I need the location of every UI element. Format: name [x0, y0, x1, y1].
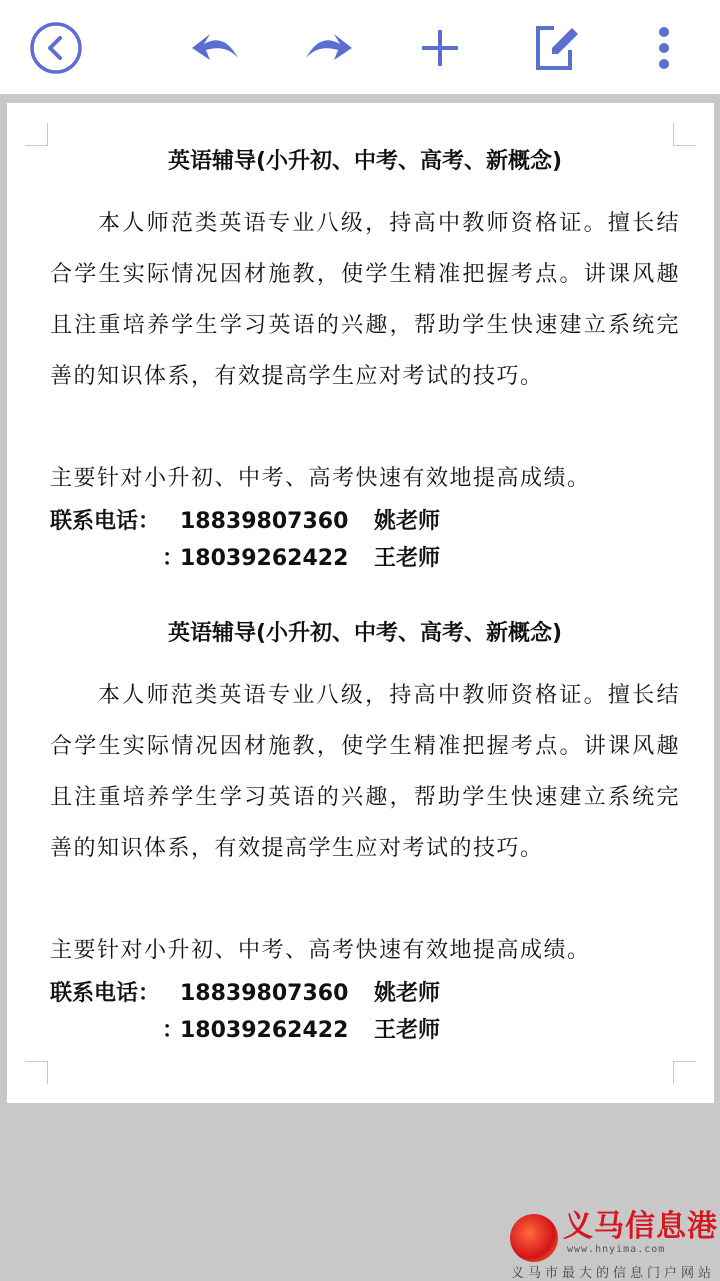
ad-focus: 主要针对小升初、中考、高考快速有效地提高成绩。 [50, 466, 591, 491]
ad-body: 本人师范类英语专业八级，持高中教师资格证。擅长结合学生实际情况因材施教，使学生精准把握考点。讲课风趣且注重培养学生学习英语的兴趣，帮助学生快速建立系统完善的知识体系，有效提高学生应对考试的技巧。 [50, 211, 680, 389]
add-icon[interactable] [414, 22, 466, 74]
contact-separator: ： [162, 1018, 185, 1043]
contact-info [50, 504, 680, 584]
top-toolbar [0, 0, 720, 94]
ad-body: 本人师范类英语专业八级，持高中教师资格证。擅长结合学生实际情况因材施教，使学生精准把握考点。讲课风趣且注重培养学生学习英语的兴趣，帮助学生快速建立系统完善的知识体系，有效提高学生应对考试的技巧。 [50, 683, 680, 861]
contact-label: 联系电话： [50, 981, 161, 1006]
ad-focus: 主要针对小升初、中考、高考快速有效地提高成绩。 [50, 938, 591, 963]
redo-icon[interactable] [302, 22, 354, 74]
contact-name: 姚老师 [374, 509, 441, 534]
document-page[interactable] [7, 103, 714, 1103]
phone-number: 18039262422 [180, 546, 349, 571]
contact-separator: ： [162, 546, 185, 571]
watermark-title: 义马信息港 [563, 1209, 718, 1244]
contact-info [50, 976, 680, 1056]
page-corner-mark [673, 123, 696, 146]
watermark-subtitle: 义马市最大的信息门户网站 [511, 1266, 716, 1281]
contact-name: 王老师 [374, 1018, 441, 1043]
contact-name: 王老师 [374, 546, 441, 571]
contact-label: 联系电话： [50, 509, 161, 534]
phone-number: 18839807360 [180, 509, 349, 534]
site-logo-icon [510, 1214, 558, 1262]
ad-title: 英语辅导(小升初、中考、高考、新概念) [167, 621, 563, 646]
ad-block [50, 147, 680, 584]
contact-name: 姚老师 [374, 981, 441, 1006]
site-watermark [505, 1208, 720, 1280]
watermark-url: www.hnyima.com [567, 1244, 666, 1255]
edit-icon[interactable] [530, 22, 582, 74]
page-corner-mark [25, 1061, 48, 1084]
ad-block [50, 619, 680, 1056]
ad-title: 英语辅导(小升初、中考、高考、新概念) [167, 149, 563, 174]
page-corner-mark [25, 123, 48, 146]
more-vertical-icon[interactable] [638, 22, 690, 74]
back-circle-icon[interactable] [30, 22, 82, 74]
undo-icon[interactable] [190, 22, 242, 74]
phone-number: 18839807360 [180, 981, 349, 1006]
page-corner-mark [673, 1061, 696, 1084]
phone-number: 18039262422 [180, 1018, 349, 1043]
